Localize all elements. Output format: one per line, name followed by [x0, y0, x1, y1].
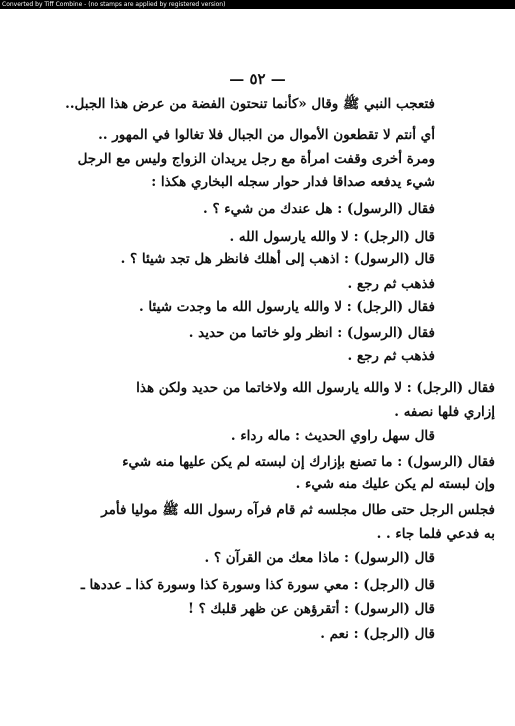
body-line-18: به فدعي فلما جاء . . [376, 526, 495, 542]
body-line-13: إزاري فلها نصفه . [394, 404, 495, 420]
body-line-10: فقال (الرسول) : انظر ولو خاتما من حديد . [188, 325, 435, 341]
body-line-5: فقال (الرسول) : هل عندك من شيء ؟ . [203, 201, 435, 217]
body-line-8: فذهب ثم رجع . [347, 276, 435, 292]
body-line-17: فجلس الرجل حتى طال مجلسه ثم قام فرآه رسول الله ﷺ موليا فأمر [101, 502, 495, 518]
body-line-15: فقال (الرسول) : ما تصنع بإزارك إن لبسته لم يكن عليها منه شيء [122, 454, 495, 470]
body-line-19: قال (الرسول) : ماذا معك من القرآن ؟ . [204, 550, 435, 566]
body-line-1: فتعجب النبي ﷺ وقال «كأنما تنحتون الفضة من عرض هذا الجبل.. [65, 96, 435, 112]
body-line-4: شيء يدفعه صداقا فدار حوار سجله البخاري هكذا : [151, 174, 435, 190]
page-number: — ٥٢ — [229, 70, 286, 88]
body-line-14: قال سهل راوي الحديث : ماله رداء . [230, 428, 435, 444]
body-line-20: قال (الرجل) : معي سورة كذا وسورة كذا وسورة كذا ـ عددها ـ [80, 577, 435, 593]
body-line-22: قال (الرجل) : نعم . [320, 626, 435, 642]
body-line-11: فذهب ثم رجع . [347, 348, 435, 364]
body-line-3: ومرة أخرى وقفت امرأة مع رجل يريدان الزواج وليس مع الرجل [77, 151, 435, 167]
body-line-9: فقال (الرجل) : لا والله يارسول الله ما وجدت شيئا . [139, 299, 435, 315]
body-line-6: قال (الرجل) : لا والله يارسول الله . [229, 229, 435, 245]
body-line-7: قال (الرسول) : اذهب إلى أهلك فانظر هل تجد شيئا ؟ . [120, 251, 435, 267]
body-line-21: قال (الرسول) : أتقرؤهن عن ظهر قلبك ؟ ! [187, 601, 435, 617]
body-line-16: وإن لبسته لم يكن عليك منه شيء . [295, 476, 495, 492]
conversion-notice: Converted by Tiff Combine - (no stamps are applied by registered version) [0, 0, 515, 9]
body-line-12: فقال (الرجل) : لا والله يارسول الله ولاخاتما من حديد ولكن هذا [136, 380, 495, 396]
body-line-2: أي أنتم لا تقطعون الأموال من الجبال فلا تغالوا في المهور .. [98, 127, 435, 143]
